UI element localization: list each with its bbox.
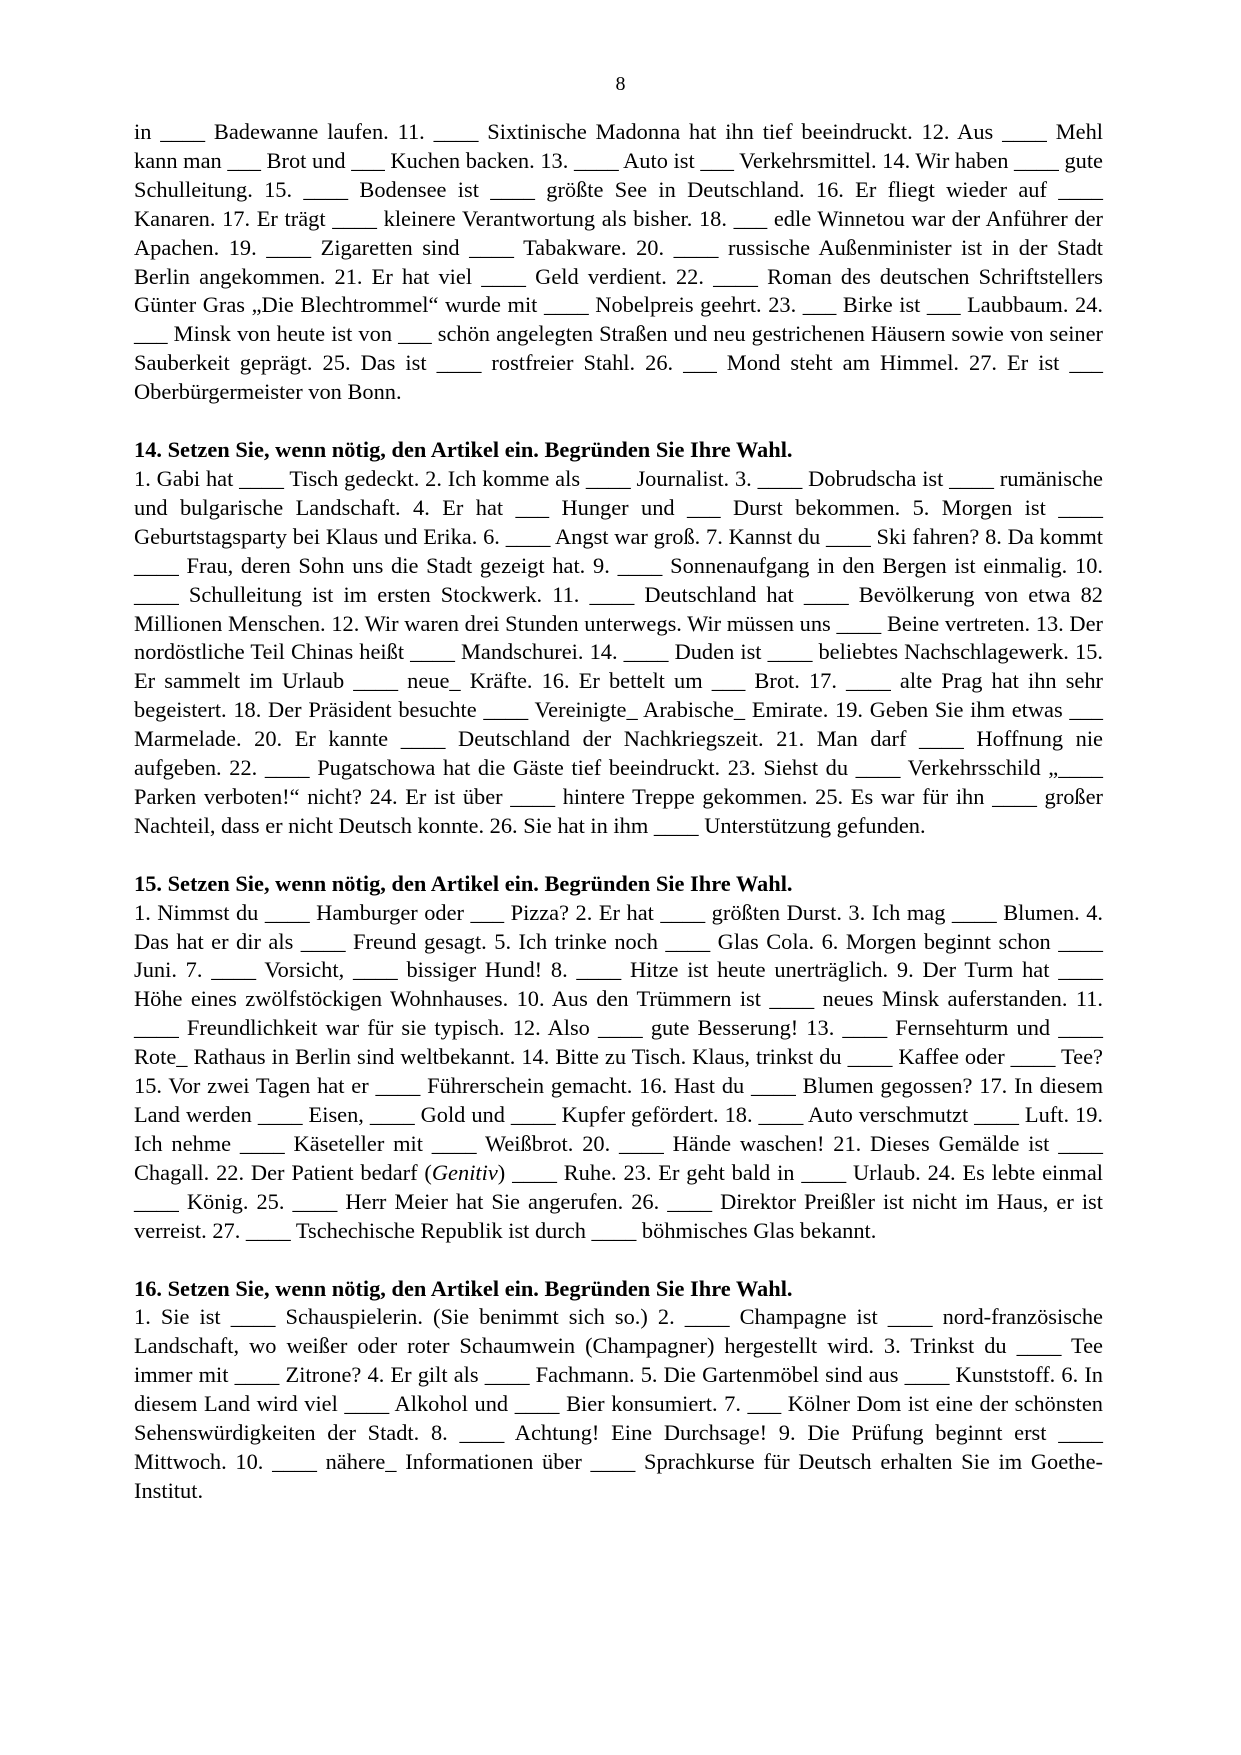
exercise-15-text-part-1: 1. Nimmst du ____ Hamburger oder ___ Pizza? 2. Er hat ____ größten Durst. 3. Ich mag ____ Blumen. 4. Das hat er dir als ____ Freund gesagt. 5. Ich trinke noch ____ Glas Cola. 6. Morgen beginnt schon ____ Juni. 7. ____ Vorsicht, ____ bissiger Hund! 8. ____ Hitze ist heute unerträglich. 9. Der Turm hat ____ Höhe eines zwölfstöckigen Wohnhauses. 10. Aus den Trümmern ist ____ neues Minsk auferstanden. 11. ____ Freundlichkeit war für sie typisch. 12. Also ____ gute Besserung! 13. ____ Fernsehturm und ____ Rote_ Rathaus in Berlin sind weltbekannt. 14. Bitte zu Tisch. Klaus, trinkst du ____ Kaffee oder ____ Tee? 15. Vor zwei Tagen hat er ____ Führerschein gemacht. 16. Hast du ____ Blumen gegossen? 17. In diesem Land werden ____ Eisen, ____ Gold und ____ Kupfer gefördert. 18. ____ Auto verschmutzt ____ Luft. 19. Ich nehme ____ Käseteller mit ____ Weißbrot. 20. ____ Hände waschen! 21. Dieses Gemälde ist ____ Chagall. 22. Der Patient bedarf (: [134, 899, 1103, 1185]
page-content: [134, 118, 1103, 1506]
continuation-paragraph: in ____ Badewanne laufen. 11. ____ Sixtinische Madonna hat ihn tief beeindruckt. 12. Aus ____ Mehl kann man ___ Brot und ___ Kuchen backen. 13. ____ Auto ist ___ Verkehrsmittel. 14. Wir haben ____ gute Schulleitung. 15. ____ Bodensee ist ____ größte See in Deutschland. 16. Er fliegt wieder auf ____ Kanaren. 17. Er trägt ____ kleinere Verantwortung als bisher. 18. ___ edle Winnetou war der Anführer der Apachen. 19. ____ Zigaretten sind ____ Tabakware. 20. ____ russische Außenminister ist in der Stadt Berlin angekommen. 21. Er hat viel ____ Geld verdient. 22. ____ Roman des deutschen Schriftstellers Günter Gras „Die Blechtrommel“ wurde mit ____ Nobelpreis geehrt. 23. ___ Birke ist ___ Laubbaum. 24. ___ Minsk von heute ist von ___ schön angelegten Straßen und neu gestrichenen Häusern sowie von seiner Sauberkeit geprägt. 25. Das ist ____ rostfreier Stahl. 26. ___ Mond steht am Himmel. 27. Er ist ___ Oberbürgermeister von Bonn.: [134, 119, 1103, 405]
exercise-14-heading: 14. Setzen Sie, wenn nötig, den Artikel ein. Begründen Sie Ihre Wahl.: [134, 437, 793, 463]
exercise-15: [134, 870, 1103, 1246]
exercise-16-text: 1. Sie ist ____ Schauspielerin. (Sie benimmt sich so.) 2. ____ Champagne ist ____ nord-französische Landschaft, wo weißer oder roter Schaumwein (Champagner) hergestellt wird. 3. Trinkst du ____ Tee immer mit ____ Zitrone? 4. Er gilt als ____ Fachmann. 5. Die Gartenmöbel sind aus ____ Kunststoff. 6. In diesem Land wird viel ____ Alkohol und ____ Bier konsumiert. 7. ___ Kölner Dom ist eine der schönsten Sehenswürdigkeiten der Stadt. 8. ____ Achtung! Eine Durchsage! 9. Die Prüfung beginnt erst ____ Mittwoch. 10. ____ nähere_ Informationen über ____ Sprachkurse für Deutsch erhalten Sie im Goethe-Institut.: [134, 1304, 1103, 1503]
exercise-16-heading: 16. Setzen Sie, wenn nötig, den Artikel ein. Begründen Sie Ihre Wahl.: [134, 1275, 793, 1301]
exercise-15-text-part-2: ) ____ Ruhe. 23. Er geht bald in ____ Urlaub. 24. Es lebte einmal ____ König. 25. ____ Herr Meier hat Sie angerufen. 26. ____ Direktor Preißler ist nicht im Haus, er ist verreist. 27. ____ Tschechische Republik ist durch ____ böhmisches Glas bekannt.: [134, 1159, 1103, 1243]
page-number: 8: [615, 73, 626, 95]
exercise-15-heading: 15. Setzen Sie, wenn nötig, den Artikel ein. Begründen Sie Ihre Wahl.: [134, 870, 793, 896]
exercise-14-text: 1. Gabi hat ____ Tisch gedeckt. 2. Ich komme als ____ Journalist. 3. ____ Dobrudscha ist ____ rumänische und bulgarische Landschaft. 4. Er hat ___ Hunger und ___ Durst bekommen. 5. Morgen ist ____ Geburtstagsparty bei Klaus und Erika. 6. ____ Angst war groß. 7. Kannst du ____ Ski fahren? 8. Da kommt ____ Frau, deren Sohn uns die Stadt gezeigt hat. 9. ____ Sonnenaufgang in den Bergen ist einmalig. 10. ____ Schulleitung ist im ersten Stockwerk. 11. ____ Deutschland hat ____ Bevölkerung von etwa 82 Millionen Menschen. 12. Wir waren drei Stunden unterwegs. Wir müssen uns ____ Beine vertreten. 13. Der nordöstliche Teil Chinas heißt ____ Mandschurei. 14. ____ Duden ist ____ beliebtes Nachschlagewerk. 15. Er sammelt im Urlaub ____ neue_ Kräfte. 16. Er bettelt um ___ Brot. 17. ____ alte Prag hat ihn sehr begeistert. 18. Der Präsident besuchte ____ Vereinigte_ Arabische_ Emirate. 19. Geben Sie ihm etwas ___ Marmelade. 20. Er kannte ____ Deutschland der Nachkriegszeit. 21. Man darf ____ Hoffnung nie aufgeben. 22. ____ Pugatschowa hat die Gäste tief beeindruckt. 23. Siehst du ____ Verkehrsschild „____ Parken verboten!“ nicht? 24. Er ist über ____ hintere Treppe gekommen. 25. Es war für ihn ____ großer Nachteil, dass er nicht Deutsch konnte. 26. Sie hat in ihm ____ Unterstützung gefunden.: [134, 465, 1103, 838]
exercise-14: [134, 436, 1103, 841]
exercise-16: [134, 1275, 1103, 1506]
genitiv-italic: Genitiv: [431, 1159, 498, 1185]
exercise-15-text: [134, 899, 1103, 1246]
